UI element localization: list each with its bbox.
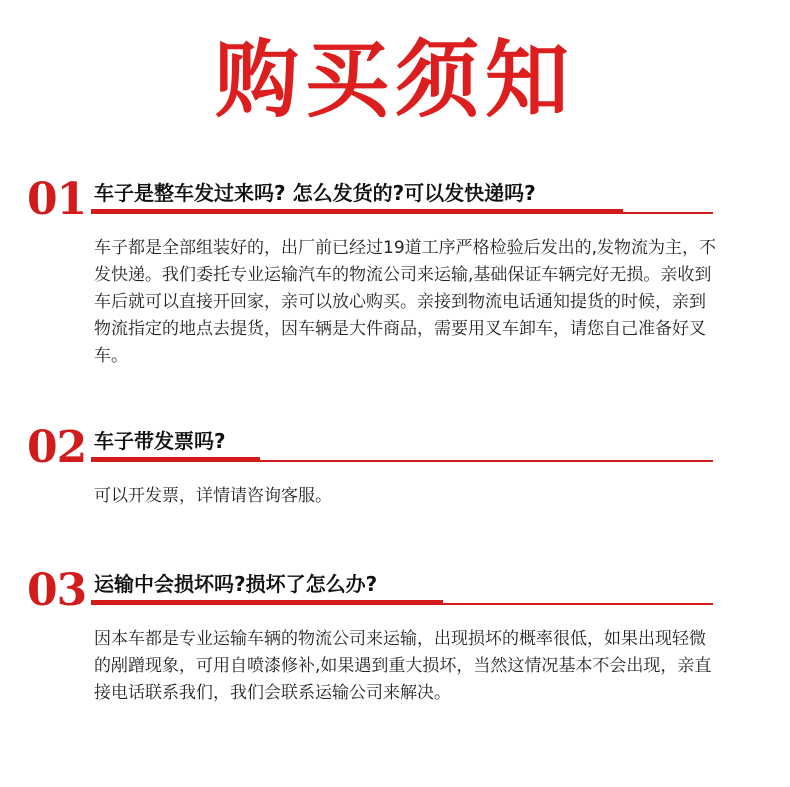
section-question: 运输中会损坏吗?损坏了怎么办? (94, 572, 378, 596)
heading-underline-thin (91, 460, 713, 462)
section-number: 03 (27, 565, 87, 616)
section-number: 01 (27, 174, 87, 225)
section-answer: 因本车都是专业运输车辆的物流公司来运输，出现损坏的概率很低，如果出现轻微的剐蹭现象，可用自喷漆修补,如果遇到重大损坏，当然这情况基本不会出现，亲直接电话联系我们，我们会联系运输公司来解决。 (94, 629, 712, 703)
section-question: 车子是整车发过来吗? 怎么发货的?可以发快递吗? (94, 181, 536, 205)
section-answer: 可以开发票，详情请咨询客服。 (94, 486, 332, 506)
heading-underline-thin (91, 603, 713, 605)
section-answer: 车子都是全部组装好的，出厂前已经过19道工序严格检验后发出的,发物流为主，不发快递。我们委托专业运输汽车的物流公司来运输,基础保证车辆完好无损。亲收到车后就可以直接开回家，亲可以放心购买。亲接到物流电话通知提货的时候，亲到物流指定的地点去提货，因车辆是大件商品，需要用叉车卸车，请您自己准备好叉车。 (94, 238, 717, 366)
page-title: 购买须知 (214, 31, 575, 129)
section-question: 车子带发票吗? (94, 429, 226, 453)
section-number: 02 (27, 422, 87, 473)
heading-underline-thin (91, 212, 713, 214)
